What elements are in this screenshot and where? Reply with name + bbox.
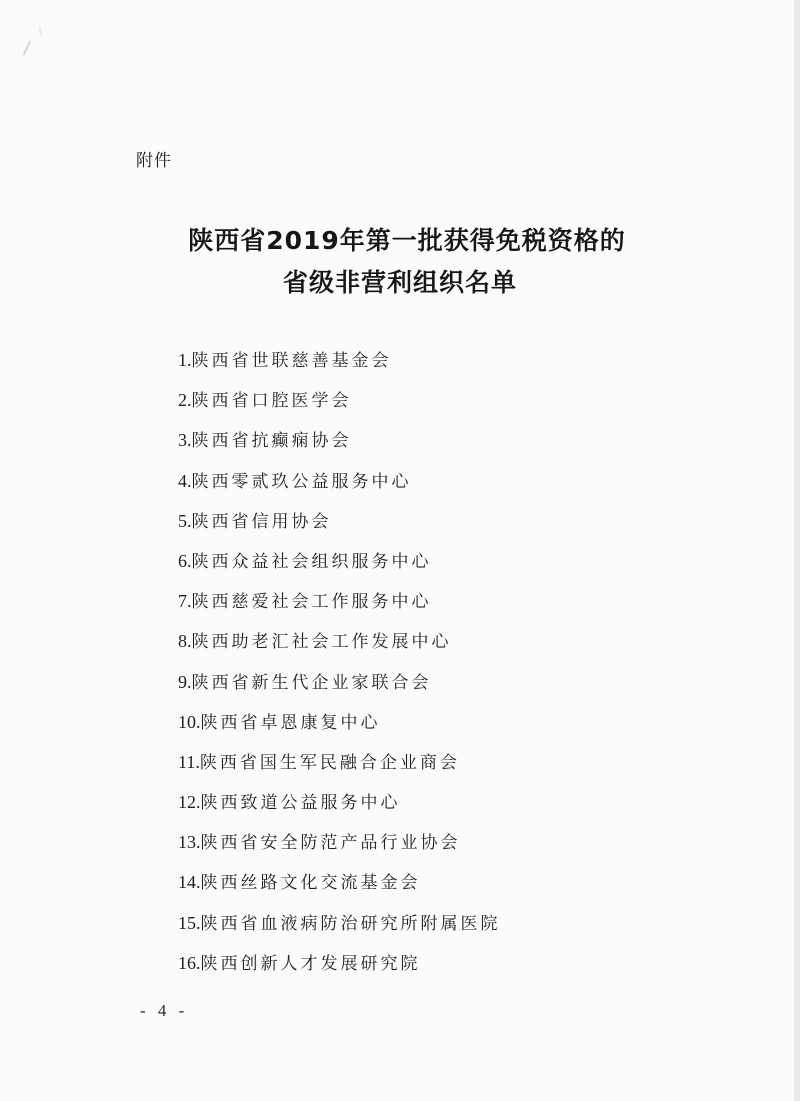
document-title (0, 220, 800, 304)
list-item (178, 782, 501, 822)
organization-name: 陕西省安全防范产品行业协会 (200, 833, 461, 854)
organization-name: 陕西众益社会组织服务中心 (191, 551, 432, 572)
item-number: 13. (178, 832, 201, 853)
item-number: 4. (178, 470, 192, 491)
organization-name: 陕西省血液病防治研究所附属医院 (200, 913, 501, 934)
organization-name: 陕西创新人才发展研究院 (200, 953, 421, 974)
organization-name: 陕西省新生代企业家联合会 (191, 672, 432, 693)
list-item (178, 621, 501, 661)
item-number: 2. (178, 390, 192, 411)
list-item (178, 822, 501, 862)
attachment-label: 附件 (136, 151, 172, 171)
organization-name: 陕西省信用协会 (191, 511, 332, 532)
item-number: 6. (178, 550, 192, 571)
item-number: 8. (178, 631, 192, 652)
list-item (178, 501, 501, 541)
item-number: 10. (178, 711, 201, 732)
organization-name: 陕西省国生军民融合企业商会 (199, 752, 460, 773)
item-number: 7. (178, 591, 192, 612)
page-number: - 4 - (140, 1001, 189, 1020)
organization-name: 陕西零贰玖公益服务中心 (191, 471, 412, 492)
organization-name: 陕西助老汇社会工作发展中心 (191, 632, 452, 653)
organization-list (178, 340, 501, 983)
list-item (178, 702, 501, 742)
item-number: 5. (178, 510, 192, 531)
title-line-1: 陕西省2019年第一批获得免税资格的 (188, 226, 626, 255)
scan-speck (39, 28, 42, 36)
list-item (178, 742, 501, 782)
item-number: 1. (178, 350, 192, 370)
list-item (178, 541, 501, 581)
item-number: 16. (178, 952, 201, 973)
list-item (178, 420, 501, 460)
list-item (178, 903, 501, 943)
item-number: 12. (178, 792, 201, 813)
item-number: 3. (178, 430, 192, 451)
organization-name: 陕西省卓恩康复中心 (200, 712, 381, 733)
organization-name: 陕西丝路文化交流基金会 (200, 873, 421, 894)
list-item (178, 340, 501, 380)
organization-name: 陕西省世联慈善基金会 (191, 351, 392, 371)
item-number: 15. (178, 912, 201, 933)
item-number: 11. (178, 751, 200, 772)
organization-name: 陕西慈爱社会工作服务中心 (191, 592, 432, 613)
organization-name: 陕西省抗癫痫协会 (191, 431, 352, 452)
title-line-2: 省级非营利组织名单 (282, 268, 517, 297)
item-number: 9. (178, 671, 192, 692)
list-item (178, 380, 501, 420)
organization-name: 陕西省口腔医学会 (191, 391, 352, 412)
list-item (178, 862, 501, 902)
scan-speck (23, 40, 32, 55)
organization-name: 陕西致道公益服务中心 (200, 793, 401, 814)
list-item (178, 943, 501, 983)
list-item (178, 662, 501, 702)
item-number: 14. (178, 872, 201, 893)
list-item (178, 461, 501, 501)
list-item (178, 581, 501, 621)
